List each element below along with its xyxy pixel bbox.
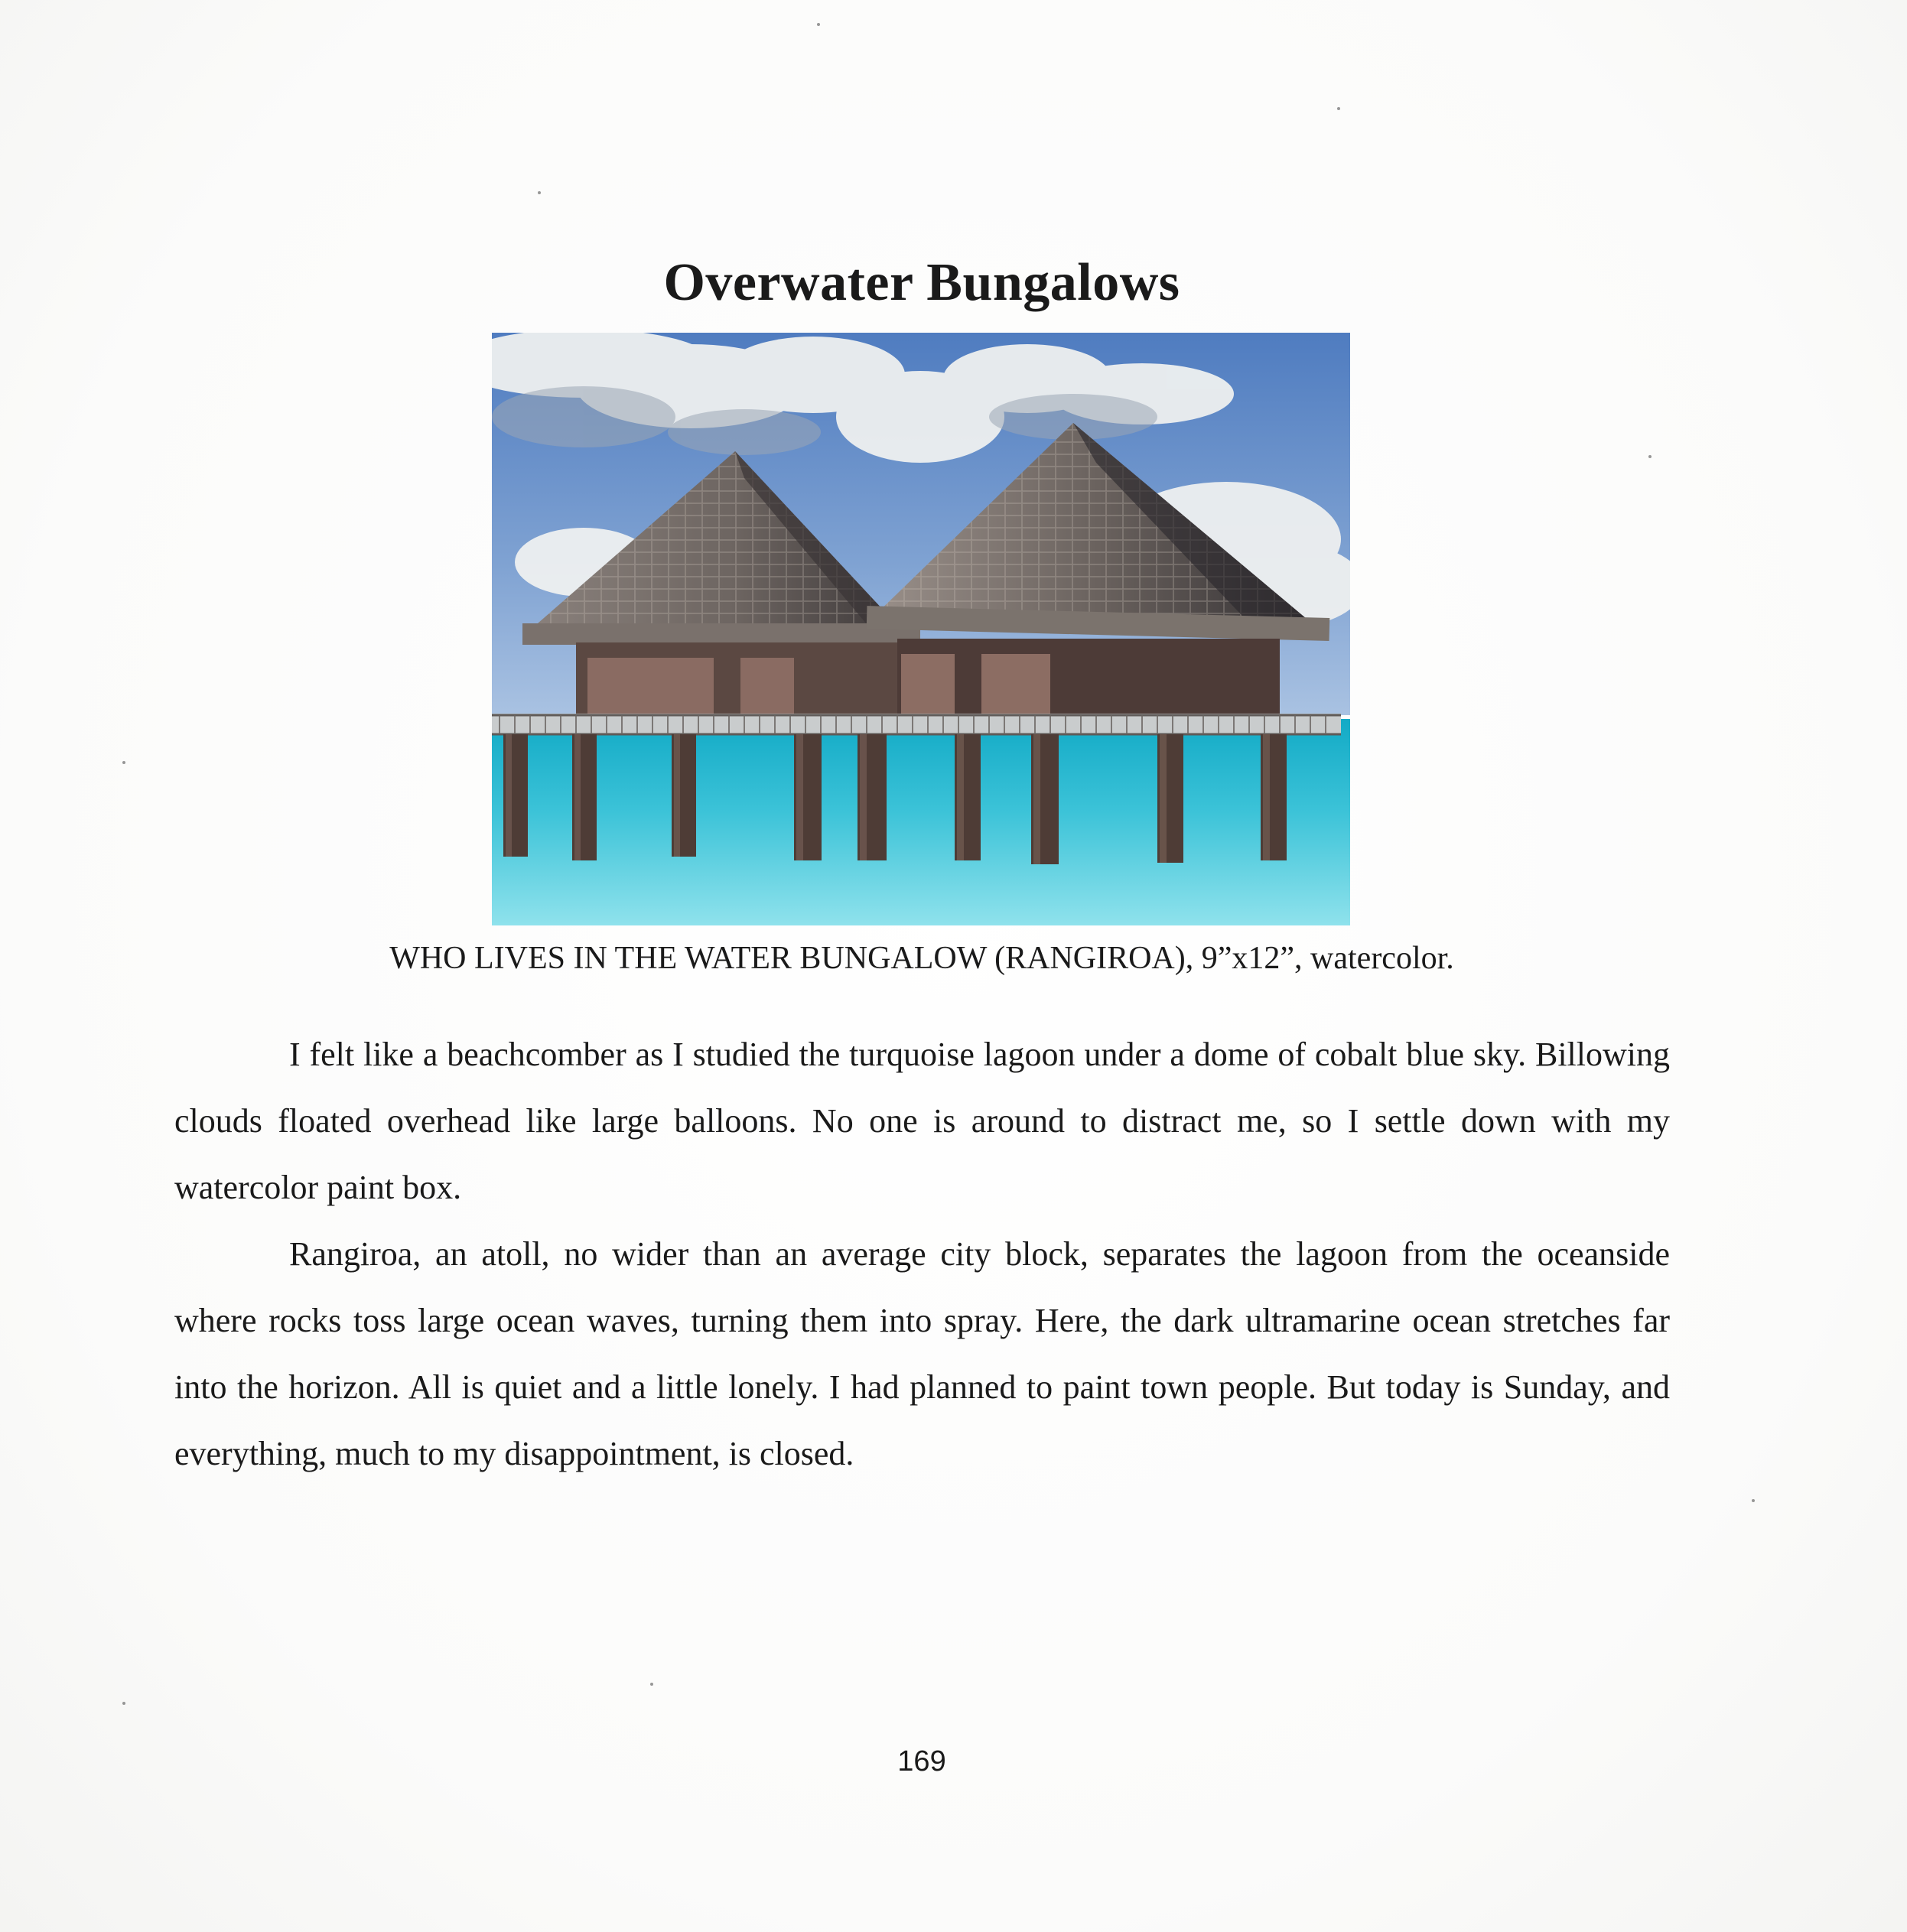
- dust-speck: [817, 23, 820, 26]
- dust-speck: [122, 761, 125, 764]
- page-title: Overwater Bungalows: [663, 252, 1180, 312]
- dust-speck: [1752, 1499, 1755, 1502]
- paragraph-1: I felt like a beachcomber as I studied the turquoise lagoon under a dome of cobalt blue sky. Billowing clouds floated overhead like large balloons. No one is around to distract me, so I settle down with my watercolor paint box.: [174, 1036, 1670, 1206]
- watercolor-painting: [492, 333, 1350, 925]
- bungalow-painting-image: [492, 333, 1350, 925]
- paragraph-2: Rangiroa, an atoll, no wider than an average city block, separates the lagoon from the oceanside where rocks toss large ocean waves, turning them into spray. Here, the dark ultramarine ocean stretches far into the horizon. All is quiet and a little lonely. I had planned to paint town people. But today is Sunday, and everything, much to my disappointment, is closed.: [174, 1235, 1670, 1472]
- dust-speck: [122, 1702, 125, 1705]
- dust-speck: [1648, 455, 1652, 458]
- body-text: [174, 1021, 1670, 1487]
- dust-speck: [538, 191, 541, 194]
- page-number: 169: [897, 1745, 946, 1778]
- dust-speck: [1337, 107, 1340, 110]
- painting-caption: WHO LIVES IN THE WATER BUNGALOW (RANGIROA), 9”x12”, watercolor.: [389, 941, 1454, 976]
- dust-speck: [650, 1683, 653, 1686]
